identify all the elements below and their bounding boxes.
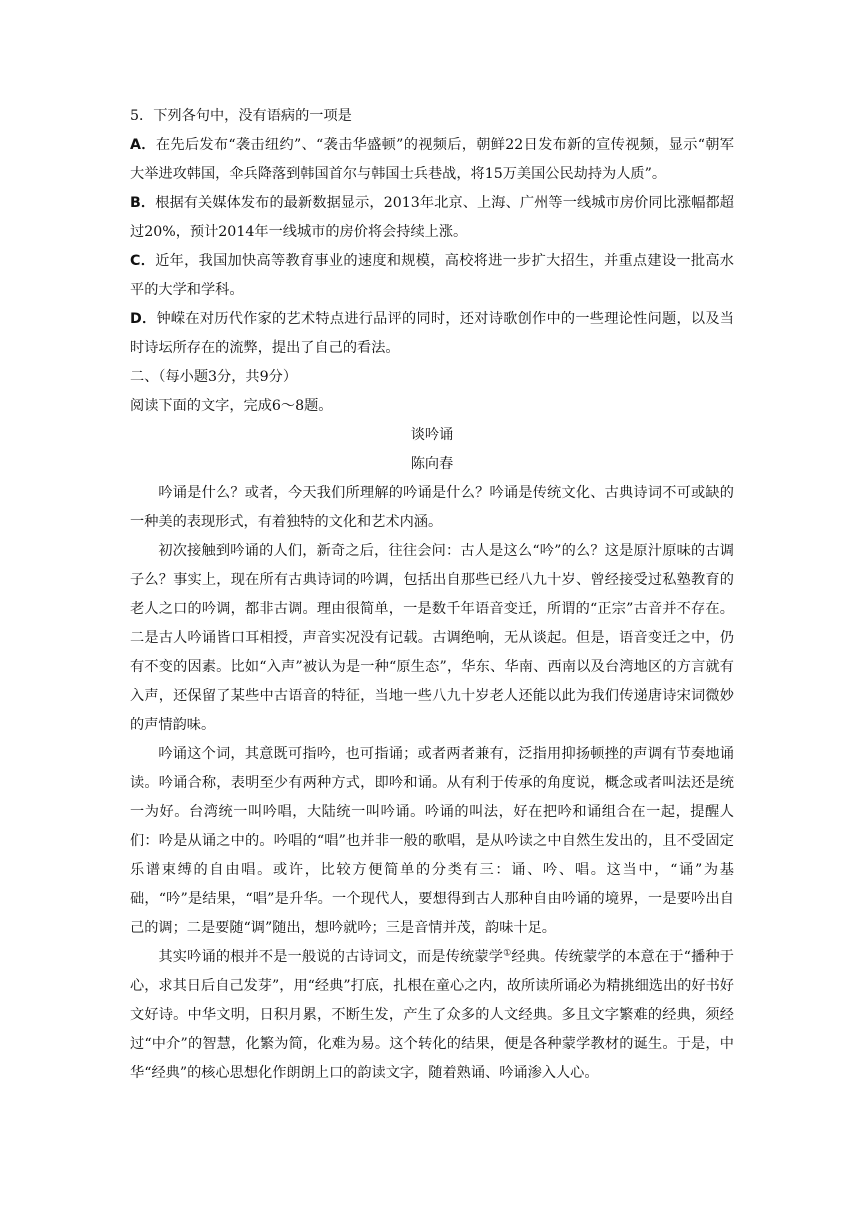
paragraph-4-part-2: 经典。传统蒙学的本意在于“播种于心，求其日后自己发芽”，用“经典”打底，扎根在童心之内，故所读所诵必为精挑细选出的好书好文好诗。中华文明，日积月累，不断生发，产生了众多的人文经典。多且文字繁难的经典，须经过“中介”的智慧，化繁为简，化难为易。这个转化的结果，便是各种蒙学教材的诞生。于是，中华“经典”的核心思想化作朗朗上口的韵读文字，随着熟诵、吟诵渗入人心。 [130, 949, 734, 1081]
article-author: 陈向春 [410, 456, 454, 472]
option-b-letter: B． [130, 195, 156, 211]
question-5-title: 5．下列各句中，没有语病的一项是 [130, 108, 352, 124]
option-d-letter: D． [130, 311, 157, 327]
footnote-marker: ① [503, 948, 512, 959]
option-d [130, 305, 734, 363]
section-2-heading: 二、（每小题3分，共9分） [130, 369, 298, 385]
article-title: 谈吟诵 [410, 427, 454, 443]
option-d-text: 钟嵘在对历代作家的艺术特点进行品评的同时，还对诗歌创作中的一些理论性问题，以及当时诗坛所存在的流弊，提出了自己的看法。 [130, 311, 734, 356]
option-c [130, 247, 734, 305]
article-paragraph-1: 吟诵是什么？或者，今天我们所理解的吟诵是什么？吟诵是传统文化、古典诗词不可或缺的一种美的表现形式，有着独特的文化和艺术内涵。 [130, 485, 734, 530]
option-b-text: 根据有关媒体发布的最新数据显示，2013年北京、上海、广州等一线城市房价同比涨幅都超过20%，预计2014年一线城市的房价将会持续上涨。 [130, 195, 734, 240]
paragraph-4-part-1: 其实吟诵的根并不是一般说的古诗词文，而是传统蒙学 [158, 949, 504, 965]
exam-page [130, 102, 734, 1088]
article-paragraph-2: 初次接触到吟诵的人们，新奇之后，往往会问：古人是这么“吟”的么？这是原汁原味的古调子么？事实上，现在所有古典诗词的吟调，包括出自那些已经八九十岁、曾经接受过私塾教育的老人之口的吟调，都非古调。理由很简单，一是数千年语音变迁，所谓的“正宗”古音并不存在。二是古人吟诵皆口耳相授，声音实况没有记载。古调绝响，无从谈起。但是，语音变迁之中，仍有不变的因素。比如“入声”被认为是一种“原生态”，华东、华南、西南以及台湾地区的方言就有入声，还保留了某些中古语音的特征，当地一些八九十岁老人还能以此为我们传递唐诗宋词微妙的声情韵味。 [130, 543, 734, 733]
option-a-letter: A． [130, 137, 156, 153]
option-c-text: 近年，我国加快高等教育事业的速度和规模，高校将进一步扩大招生，并重点建设一批高水平的大学和学科。 [130, 253, 734, 298]
article-paragraph-4 [130, 943, 734, 1088]
article-paragraph-3: 吟诵这个词，其意既可指吟，也可指诵；或者两者兼有，泛指用抑扬顿挫的声调有节奏地诵读。吟诵合称，表明至少有两种方式，即吟和诵。从有利于传承的角度说，概念或者叫法还是统一为好。台湾统一叫吟唱，大陆统一叫吟诵。吟诵的叫法，好在把吟和诵组合在一起，提醒人们：吟是从诵之中的。吟唱的“唱”也并非一般的歌唱，是从吟读之中自然生发出的，且不受固定乐谱束缚的自由唱。或许，比较方便简单的分类有三：诵、吟、唱。这当中，“诵”为基础，“吟”是结果，“唱”是升华。一个现代人，要想得到古人那种自由吟诵的境界，一是要吟出自己的调；二是要随“调”随出，想吟就吟；三是音情并茂，韵味十足。 [130, 746, 734, 936]
option-c-letter: C． [130, 253, 156, 269]
reading-instruction: 阅读下面的文字，完成6～8题。 [130, 398, 333, 414]
option-a-text: 在先后发布“袭击纽约”、“袭击华盛顿”的视频后，朝鲜22日发布新的宣传视频，显示“朝军大举进攻韩国，伞兵降落到韩国首尔与韩国士兵巷战，将15万美国公民劫持为人质”。 [130, 137, 734, 182]
option-b [130, 189, 734, 247]
option-a [130, 131, 734, 189]
